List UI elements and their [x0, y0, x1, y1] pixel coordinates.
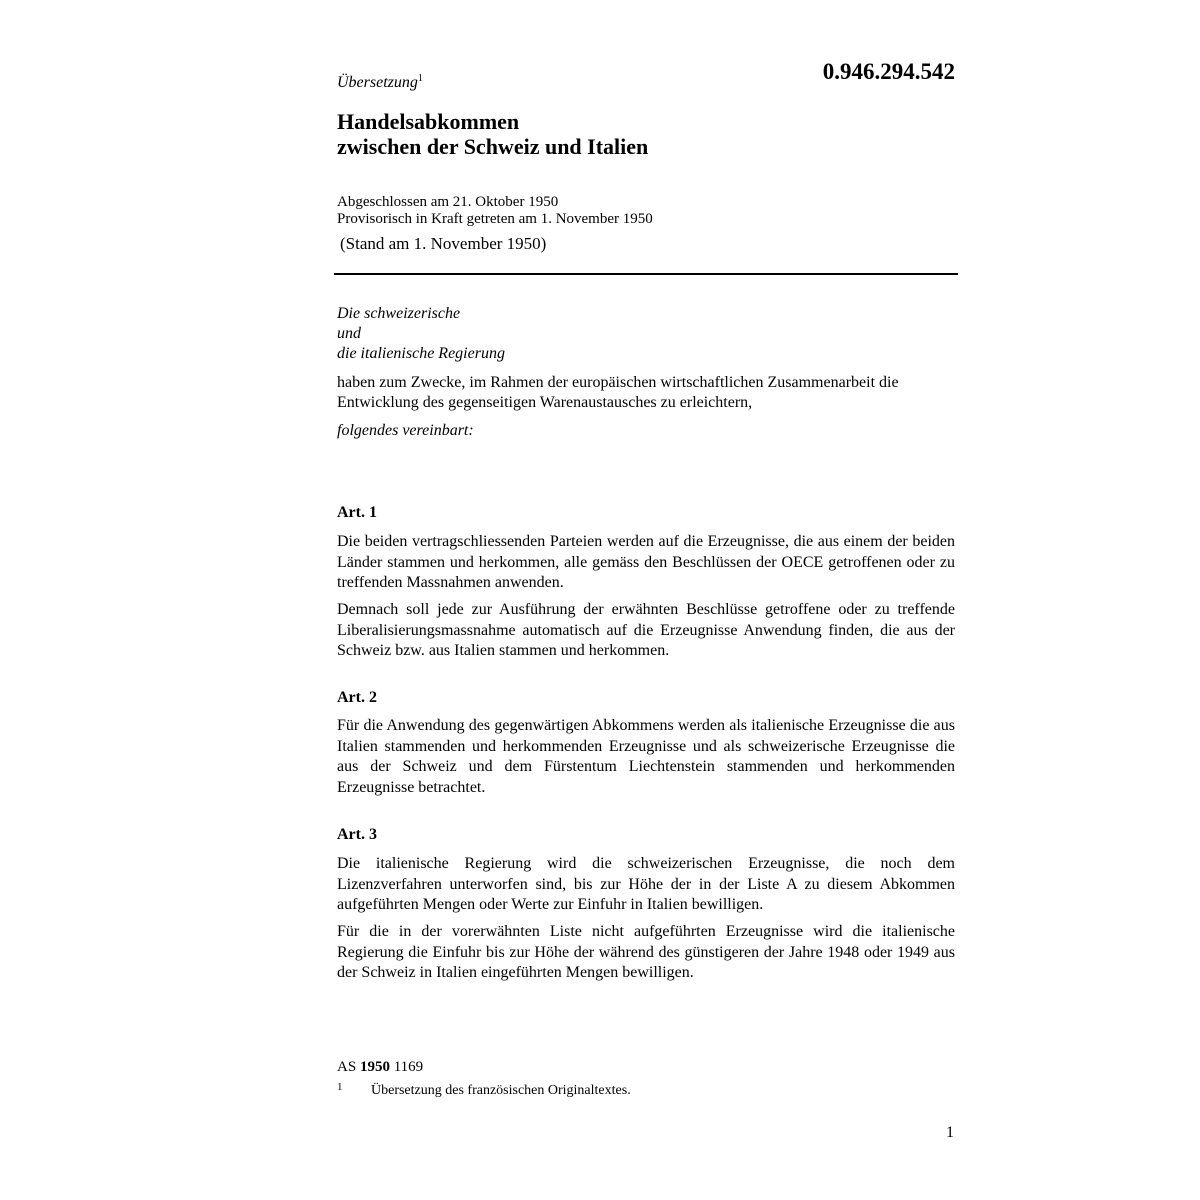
article-1-paragraph-2: Demnach soll jede zur Ausführung der erwähnten Beschlüsse getroffene oder zu treffende Liberalisierungsmassnahme automatisch auf die Erzeugnisse Anwendung finden, die aus der Schweiz bzw. aus Italien stammen und herkommen.	[337, 601, 955, 659]
article-1-paragraph-1: Die beiden vertragschliessenden Parteien werden auf die Erzeugnisse, die aus einem der beiden Länder stammen und herkommen, alle gemäss den Beschlüssen der OECE getroffenen oder zu treffenden Massnahmen anwenden.	[337, 533, 955, 591]
footnote-text: Übersetzung des französischen Originaltextes.	[371, 1083, 631, 1098]
party-and: und	[337, 325, 361, 342]
article-1-heading: Art. 1	[337, 504, 377, 521]
party-1: Die schweizerische	[337, 305, 461, 322]
article-3-heading: Art. 3	[337, 826, 377, 843]
party-2: die italienische Regierung	[337, 345, 505, 362]
status-date: (Stand am 1. November 1950)	[340, 234, 547, 253]
concluded-date: Abgeschlossen am 21. Oktober 1950	[337, 194, 559, 210]
page-number: 1	[946, 1124, 954, 1141]
footnote-marker[interactable]: 1	[417, 73, 423, 84]
sr-number: 0.946.294.542	[822, 59, 955, 84]
in-force-date: Provisorisch in Kraft getreten am 1. November 1950	[337, 211, 653, 227]
preamble-parties	[337, 304, 505, 364]
article-3-paragraph-1: Die italienische Regierung wird die schweizerischen Erzeugnisse, die noch dem Lizenzverfahren unterworfen sind, bis zur Höhe der in der Liste A zu diesem Abkommen aufgeführten Mengen oder Werte zur Einfuhr in Italien bewilligen.	[337, 855, 955, 913]
article-2-paragraph-1: Für die Anwendung des gegenwärtigen Abkommens werden als italienische Erzeugnisse die aus Italien stammenden und herkommenden Erzeugnisse und als schweizerische Erzeugnisse die aus der Schweiz und dem Fürstentum Liechtenstein stammenden und herkommenden Erzeugnisse betrachtet.	[337, 717, 955, 796]
title-line-1: Handelsabkommen	[337, 109, 520, 134]
preamble-agreed: folgendes vereinbart:	[337, 422, 474, 439]
header-divider	[334, 273, 958, 275]
translation-label: Übersetzung$^1$	[337, 73, 423, 91]
article-2-heading: Art. 2	[337, 689, 377, 706]
preamble-purpose: haben zum Zwecke, im Rahmen der europäischen wirtschaftlichen Zusammenarbeit die Entwicklung des gegenseitigen Warenaustausches zu erleichtern,	[337, 374, 899, 411]
article-3-paragraph-2: Für die in der vorerwähnten Liste nicht aufgeführten Erzeugnisse wird die italienische Regierung die Einfuhr bis zur Höhe der während des günstigeren der Jahre 1948 oder 1949 aus der Schweiz in Italien eingeführten Mengen bewilligen.	[337, 923, 955, 981]
title-line-2: zwischen der Schweiz und Italien	[337, 134, 649, 159]
document-meta	[337, 194, 653, 228]
footnote-number: 1	[337, 1081, 343, 1093]
official-compilation-ref: AS 1950 1169	[337, 1059, 424, 1075]
footnote	[337, 1081, 631, 1099]
document-title	[337, 109, 648, 159]
